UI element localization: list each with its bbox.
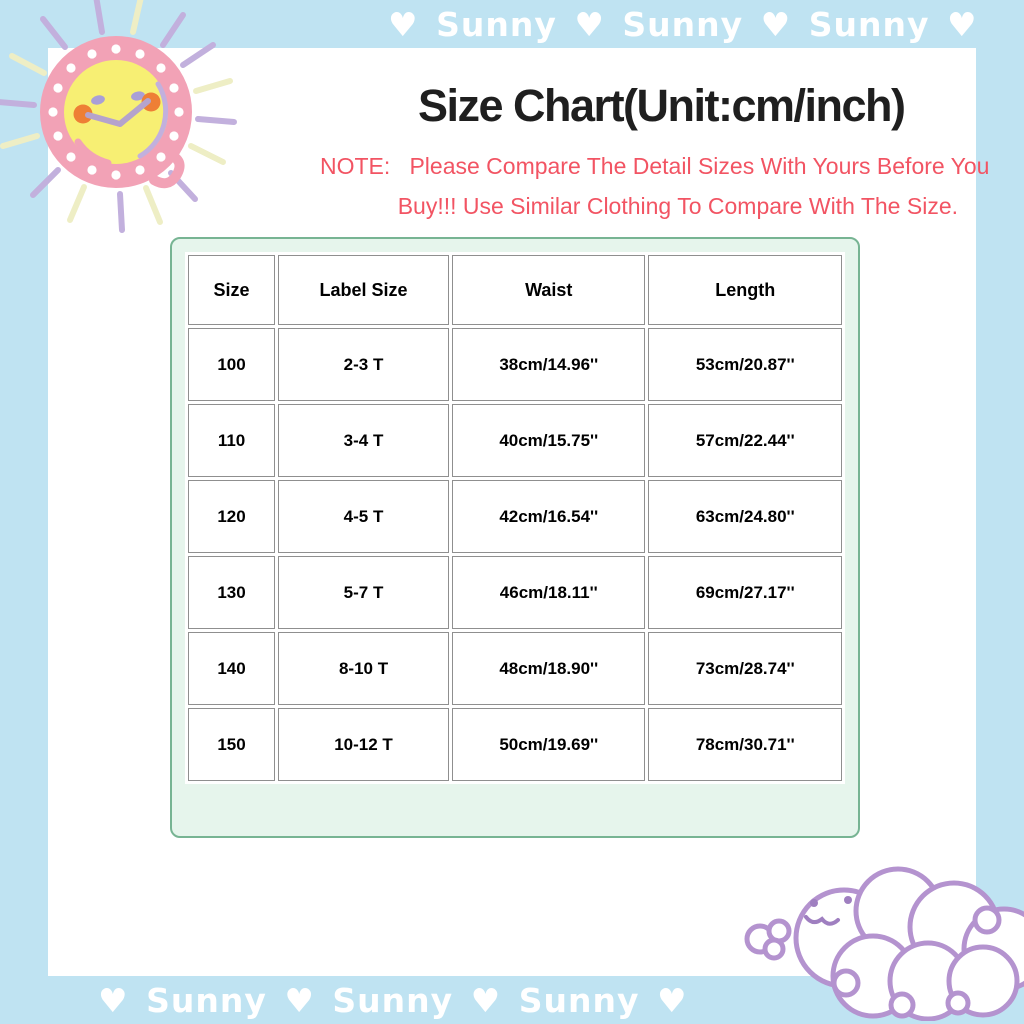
size-table [185,252,845,784]
cell-size: 140 [188,632,275,705]
table-row [188,708,842,781]
cell-size: 100 [188,328,275,401]
note-block [320,146,990,226]
table-header-row [188,255,842,325]
page-title: Size Chart(Unit:cm/inch) [418,80,905,131]
col-header-waist: Waist [452,255,646,325]
cell-size: 120 [188,480,275,553]
size-table-panel [170,237,860,838]
note-line-1: NOTE: Please Compare The Detail Sizes With Yours Before You [320,153,990,179]
cell-label-size: 4-5 T [278,480,449,553]
cell-label-size: 3-4 T [278,404,449,477]
cell-label-size: 5-7 T [278,556,449,629]
cell-length: 57cm/22.44'' [648,404,842,477]
sun-face-icon-svg [0,0,240,236]
cell-waist: 40cm/15.75'' [452,404,646,477]
table-row [188,556,842,629]
cell-size: 150 [188,708,275,781]
cell-waist: 42cm/16.54'' [452,480,646,553]
cell-length: 78cm/30.71'' [648,708,842,781]
cloud-icon-svg [736,843,1024,1021]
bottom-sunny-banner: ♥ Sunny ♥ Sunny ♥ Sunny ♥ [98,980,688,1020]
note-line-2: Buy!!! Use Similar Clothing To Compare With The Size. [397,193,958,219]
top-sunny-banner: ♥ Sunny ♥ Sunny ♥ Sunny ♥ [388,4,978,44]
cell-waist: 48cm/18.90'' [452,632,646,705]
cell-length: 63cm/24.80'' [648,480,842,553]
cell-waist: 46cm/18.11'' [452,556,646,629]
col-header-size: Size [188,255,275,325]
col-header-length: Length [648,255,842,325]
cell-label-size: 10-12 T [278,708,449,781]
table-row [188,632,842,705]
cell-length: 73cm/28.74'' [648,632,842,705]
sun-face-icon [0,0,240,241]
cell-length: 53cm/20.87'' [648,328,842,401]
table-row [188,480,842,553]
col-header-label-size: Label Size [278,255,449,325]
cell-waist: 50cm/19.69'' [452,708,646,781]
cell-size: 110 [188,404,275,477]
cell-waist: 38cm/14.96'' [452,328,646,401]
cell-size: 130 [188,556,275,629]
table-row [188,328,842,401]
table-row [188,404,842,477]
cell-length: 69cm/27.17'' [648,556,842,629]
cloud-icon [736,843,1024,1024]
cell-label-size: 8-10 T [278,632,449,705]
cell-label-size: 2-3 T [278,328,449,401]
